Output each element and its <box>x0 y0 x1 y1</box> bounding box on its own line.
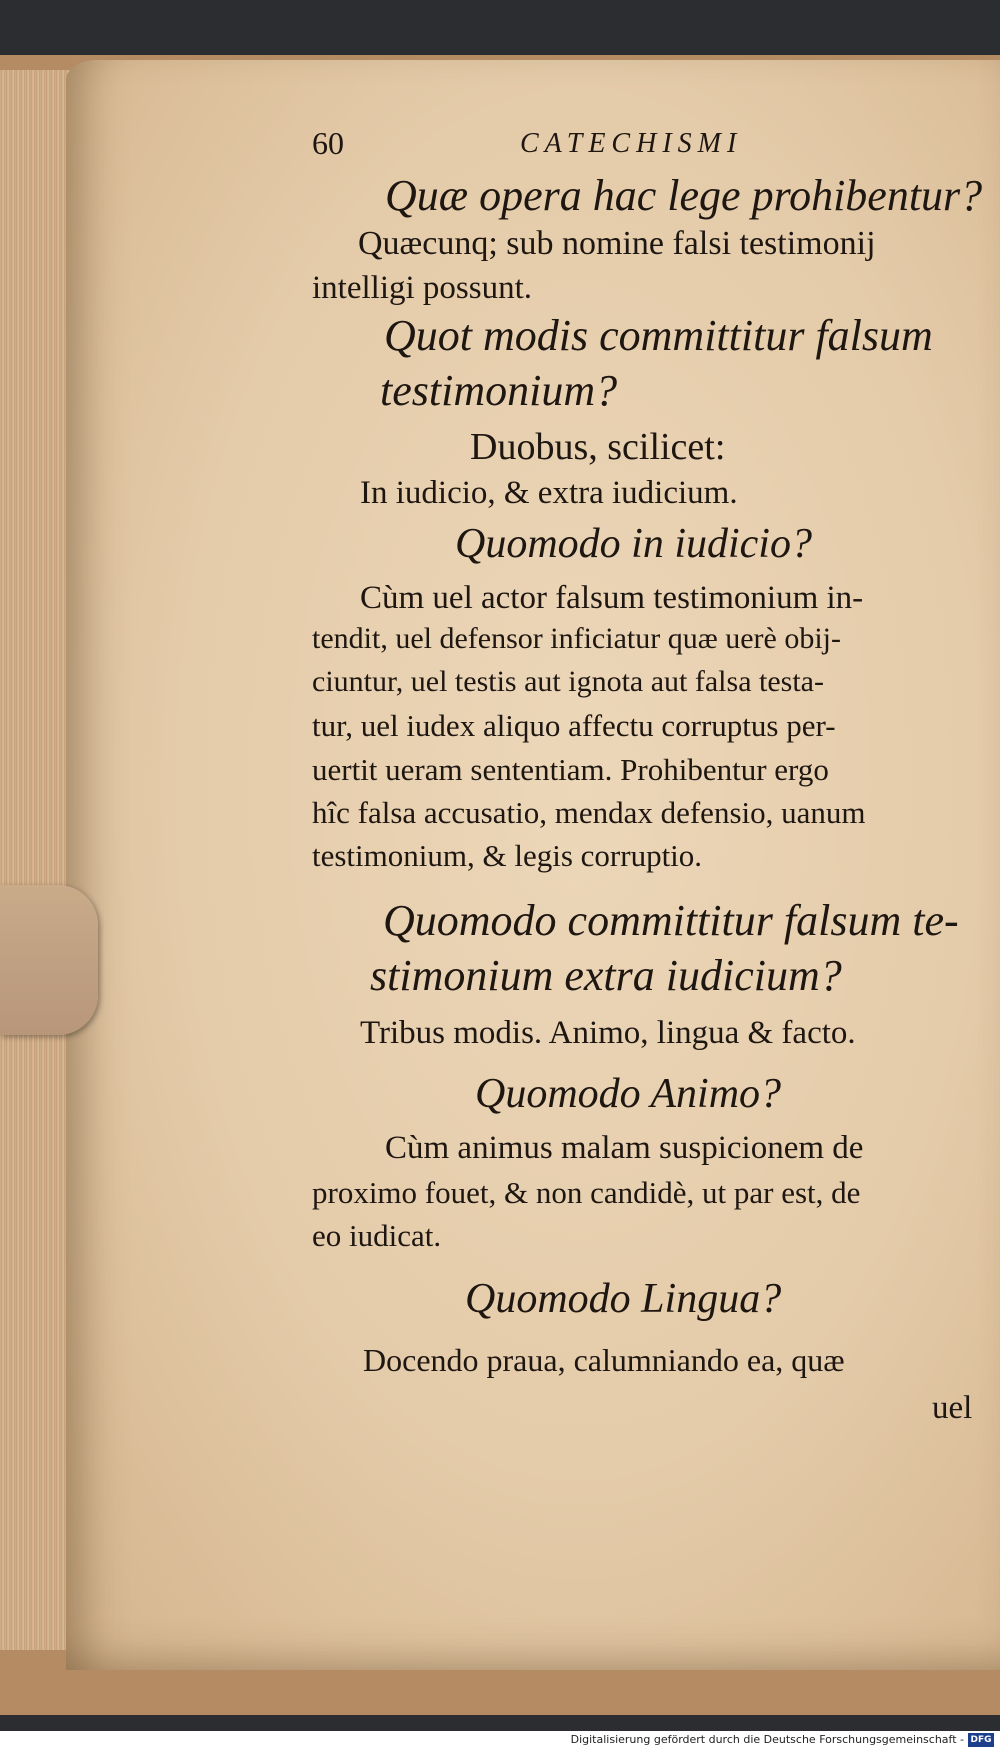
answer-line: intelligi possunt. <box>312 270 533 306</box>
question-line: Quomodo Lingua? <box>465 1276 782 1322</box>
question-line: Quomodo Animo? <box>475 1071 782 1117</box>
question-line: testimonium? <box>380 366 618 415</box>
answer-line: uertit ueram sententiam. Prohibentur ergo <box>312 752 829 787</box>
question-line: Quæ opera hac lege prohibentur? <box>385 171 983 220</box>
answer-line: Tribus modis. Animo, lingua & facto. <box>360 1015 856 1051</box>
thumb-tab-marker <box>0 885 98 1035</box>
page-number: 60 <box>312 125 344 161</box>
answer-line: Quæcunq; sub nomine falsi testimonij <box>358 225 876 262</box>
answer-line: Duobus, scilicet: <box>470 426 726 468</box>
running-head: CATECHISMI <box>520 128 743 159</box>
answer-line: Docendo praua, calumniando ea, quæ <box>363 1342 845 1378</box>
answer-line: Cùm animus malam suspicionem de <box>385 1130 864 1166</box>
answer-line: tendit, uel defensor inficiatur quæ uerè obij- <box>312 622 841 655</box>
question-line: Quomodo committitur falsum te- <box>383 896 959 945</box>
question-line: Quot modis committitur falsum <box>384 311 933 360</box>
answer-line: tur, uel iudex aliquo affectu corruptus per- <box>312 708 836 743</box>
question-line: stimonium extra iudicium? <box>370 951 842 1000</box>
answer-line: eo iudicat. <box>312 1218 442 1253</box>
answer-line: In iudicio, & extra iudicium. <box>360 475 738 511</box>
answer-line: uel <box>932 1390 973 1426</box>
answer-line: proximo fouet, & non candidè, ut par est, de <box>312 1175 861 1210</box>
page-edges <box>0 70 72 1650</box>
answer-line: ciuntur, uel testis aut ignota aut falsa testa- <box>312 665 824 698</box>
dfg-logo-icon: DFG <box>968 1733 994 1747</box>
answer-line: testimonium, & legis corruptio. <box>312 838 703 873</box>
answer-line: hîc falsa accusatio, mendax defensio, uanum <box>312 795 866 830</box>
question-line: Quomodo in iudicio? <box>455 521 812 567</box>
footer-credit: Digitalisierung gefördert durch die Deutsche Forschungsgemeinschaft - <box>570 1733 964 1746</box>
answer-line: Cùm uel actor falsum testimonium in- <box>360 580 864 616</box>
